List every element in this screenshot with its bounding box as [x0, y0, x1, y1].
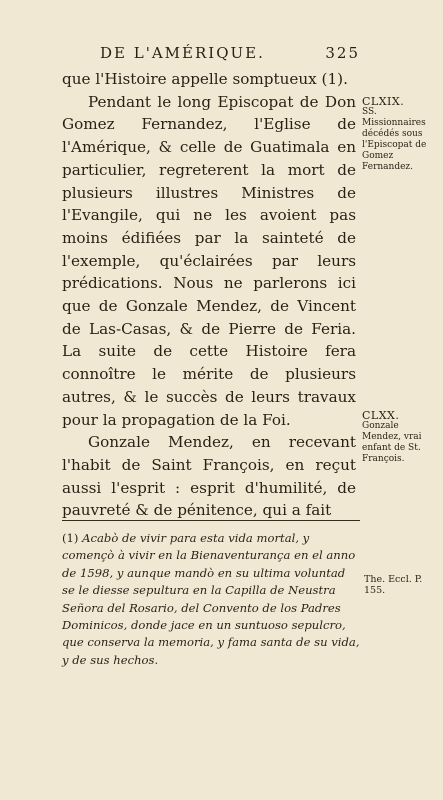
margin-note-text: Gonzale Mendez, vrai enfant de St. François. [362, 421, 422, 464]
margin-note-number: CLXX. [362, 409, 400, 422]
margin-note-clxix [362, 96, 438, 173]
footnote-text: Acabò de vivir para esta vida mortal, y començò à vivir en la Bienaventurança en el anno de 1598, y aunque mandò en su ultima voluntad se le diesse sepultura en la Capilla de Neustra Señora del Rosario, del Convento de los Padres Dominicos, donde jace en un suntuoso sepulcro, que conserva la memoria, y fama santa de su vida, y de sus hechos. [62, 531, 360, 667]
paragraph-episcopat: Pendant le long Episcopat de Don Gomez Fernandez, l'Eglise de l'Amérique, & celle de Guatimala en particulier, regreterent la mort de plusieurs illustres Ministres de l'Evangile, qui ne les avoient pas moins édifiées par la sainteté de l'exemple, qu'éclairées par leurs prédications. Nous ne parlerons ici que de Gonzale Mendez, de Vincent de Las-Casas, & de Pierre de Feria. La suite de cette Histoire fera connoître le mérite de plusieurs autres, & le succès de leurs travaux pour la propagation de la Foi. [62, 92, 356, 429]
margin-note-number: CLXIX. [362, 95, 405, 108]
page-number: 325 [325, 44, 360, 62]
footnote [62, 530, 360, 669]
running-head [100, 44, 360, 62]
margin-note-clxx [362, 410, 438, 465]
footnote-divider [62, 520, 360, 521]
running-head-title: DE L'AMÉRIQUE. [100, 44, 265, 62]
footnote-mark: (1) [62, 531, 79, 545]
paragraph-continuation: que l'Histoire appelle somptueux (1). [62, 70, 348, 88]
margin-note-text: SS. Missionnaires décédés sous l'Episcopat de Gomez Fernandez. [362, 107, 427, 172]
footnote-source-reference: The. Eccl. P. 155. [364, 574, 423, 596]
paragraph-gonzale-mendez: Gonzale Mendez, en recevant l'habit de Saint François, en reçut aussi l'esprit : esprit d'humilité, de pauvreté & de pénitence, qui a fait [62, 433, 356, 520]
body-text [62, 68, 356, 522]
